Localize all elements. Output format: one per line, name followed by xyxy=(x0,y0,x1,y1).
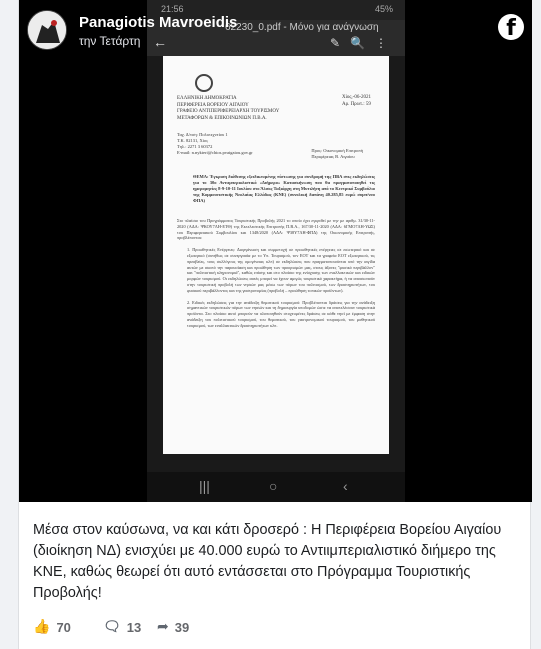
share-arrow-icon: ➦ xyxy=(157,619,169,635)
document-date-block xyxy=(342,94,371,108)
document-protocol: Αρ. Πρωτ.: 59 xyxy=(341,102,371,107)
post-stats-bar xyxy=(33,619,523,639)
header-line: ΓΡΑΦΕΙΟ ΑΝΤΙΠΕΡΙΦΕΡΕΙΑΡΧΗ ΤΟΥΡΙΣΜΟΥ xyxy=(177,109,280,114)
post-timestamp[interactable]: την Τετάρτη xyxy=(79,34,141,48)
toolbar-icons: ✎🔍⋮ xyxy=(330,36,397,50)
pdf-filename: 62230_0.pdf - Μόνο για ανάγνωση xyxy=(225,22,379,33)
comment-icon: 🗨 xyxy=(103,619,121,635)
address-line: Τηλ.: 2271 3 60372 xyxy=(177,144,213,149)
greek-emblem-icon xyxy=(195,74,213,92)
phone-screenshot xyxy=(147,0,405,502)
document-item-1: 1. Προωθητικές Ενέργειες: Διοργάνωση και συμμετοχή σε προωθητικές ενέργειες σε εσωτερικό και σε εξωτερικό (συνήθως σε συνεργασία με το Υπ. Τουρισμού, τον ΕΟΤ και τα γραφεία ΕΟΤ εξωτερικού, τις πρεσβείες, τους συλλόγους της ομογένειας κλπ) σε εκδηλώσεις που πραγματοποιούνται υπό την αιγίδα αυτών με σκοπό την παρουσίαση και προώθηση των προορισμών μας, στους άξονες "φυσικό περιβάλλον" και "πολιτιστική κληρονομιά", καθώς επίσης και στο πλαίσιο της ενίσχυσης των εναλλακτικών και ειδικών μορφών τουρισμού. Οι εκδηλώσεις αυτές μπορεί να έχουν αμιγώς τουριστικό χαρακτήρα, ή να αποσκοπούν στην τουριστική προβολή των νησιών μας μέσω των πόρων του πολιτισμού, των δραστηριοτήτων, του φυσικού περιβάλλοντος και της γαστρονομίας (προβολή – προώθηση τοπικών προϊόντων). xyxy=(187,247,375,293)
document-item-2: 2. Ειδικές εκδηλώσεις για την ανάδειξη θεματικού τουρισμού: Προβλέπονται δράσεις για την ανάδειξη σημαντικών τουριστικών πόρων των νησιών και τη δημιουργία υποδομών ώστε να αποτελέσουν τουριστικά προϊόντα. Στο πλαίσιο αυτό μπορούν να υλοποιηθούν στοχευμένες δράσεις σε κάθε νησί με έμφαση στην ανάδειξη του πολιτιστικού τουρισμού, του θεματικού, του γαστρονομικού τουρισμού, του μαθητικού τουρισμού, των εναλλακτικών δραστηριοτήτων κλπ. xyxy=(187,299,375,328)
document-intro: Στο πλαίσιο του Προγράμματος Τουριστικής Προβολής 2021 το οποίο έχει εγκριθεί με την με αριθμ. 31/30-11-2020 (ΑΔΑ: ΨΚΟΥ7ΛΗ-ΕΤΘ) της Εκτελεστικής Επιτροπής Π.Β.Α., 167/30-11-2020 (ΑΔΑ: 6ΓΜΟ7ΛΗ-ΥΩΣ) του Περιφερειακού Συμβουλίου και 1348/2020 (ΑΔΑ: Ψ38Υ7ΛΗ-ΦΠΔ) της Οικονομικής Επιτροπής, προβλέπονται: xyxy=(177,218,375,241)
comment-button[interactable] xyxy=(103,619,141,635)
share-count: 39 xyxy=(174,619,190,635)
document-subject: ΘΕΜΑ: Έγκριση διάθεσης εξειδικευμένης πίστωσης για συνδρομή της ΠΒΑ στις εκδηλώσεις για το 30ο Αντιιμπεριαλιστικό «Διήμερο» Κατασκήνωση που θα πραγματοποιηθεί τις ημερομηνίες 8-9-10-11 Ιουλίου στο Άλσος Ταξιάρχη στη Μυτιλήνη από το Κεντρικό Συμβούλιο της Κομμουνιστικής Νεολαίας Ελλάδας (ΚΝΕ) (συνολική δαπάνη 40.285,85 ευρώ συμπ/νου ΦΠΑ) xyxy=(193,174,375,203)
comment-count: 13 xyxy=(126,619,142,635)
like-button[interactable] xyxy=(33,619,71,635)
back-icon: ‹ xyxy=(343,478,348,494)
recipient-line: Περιφέρειας Β. Αιγαίου xyxy=(311,154,355,159)
post-caption: Μέσα στον καύσωνα, να και κάτι δροσερό : Η Περιφέρεια Βορείου Αιγαίου (διοίκηση ΝΔ) ενισχύει με 40.000 ευρώ το Αντιιμπεριαλιστικό διήμερο της ΚΝΕ, καθώς θεωρεί ότι αυτό εντάσσεται στο Πρόγραμμα Τουριστικής Προβολής! xyxy=(33,522,502,601)
thumbs-up-icon: 👍 xyxy=(33,619,51,635)
back-arrow-icon: ← xyxy=(153,34,167,50)
pdf-document-page xyxy=(163,56,389,454)
document-date: Χίος,-06-2021 xyxy=(341,95,371,100)
phone-nav-bar xyxy=(147,472,405,502)
post-media[interactable] xyxy=(19,0,532,502)
address-line: Ταχ. Δ/νση: Πολυτεχνείου 1 xyxy=(177,132,228,137)
header-line: ΜΕΤΑΦΟΡΩΝ & ΕΠΙΚΟΙΝΩΝΙΩΝ Π.Β.Α. xyxy=(177,115,267,121)
header-line: ΠΕΡΙΦΕΡΕΙΑ ΒΟΡΕΙΟΥ ΑΙΓΑΙΟΥ xyxy=(177,102,249,108)
author-name[interactable]: Panagiotis Mavroeidis xyxy=(79,14,238,31)
home-icon: ○ xyxy=(269,478,278,494)
like-count: 70 xyxy=(56,619,71,635)
avatar-image xyxy=(28,11,67,50)
share-button[interactable] xyxy=(157,619,189,635)
status-time: 21:56 xyxy=(161,4,184,14)
recipient-line: Προς: Οικονομική Επιτροπή xyxy=(311,148,363,153)
recent-apps-icon: ||| xyxy=(199,478,210,494)
header-line: ΕΛΛΗΝΙΚΗ ΔΗΜΟΚΡΑΤΙΑ xyxy=(177,96,237,101)
status-battery: 45% xyxy=(374,4,393,14)
post-header xyxy=(19,0,532,58)
avatar[interactable] xyxy=(27,10,67,50)
facebook-post-card xyxy=(18,0,531,649)
address-line: E-mail: n.nykteri@chios.pvaigaiou.gov.gr xyxy=(177,150,253,155)
document-recipient xyxy=(311,148,363,160)
facebook-logo-icon[interactable]: f xyxy=(498,14,524,40)
address-line: Τ.Κ. 82131, Χίος xyxy=(177,138,209,143)
